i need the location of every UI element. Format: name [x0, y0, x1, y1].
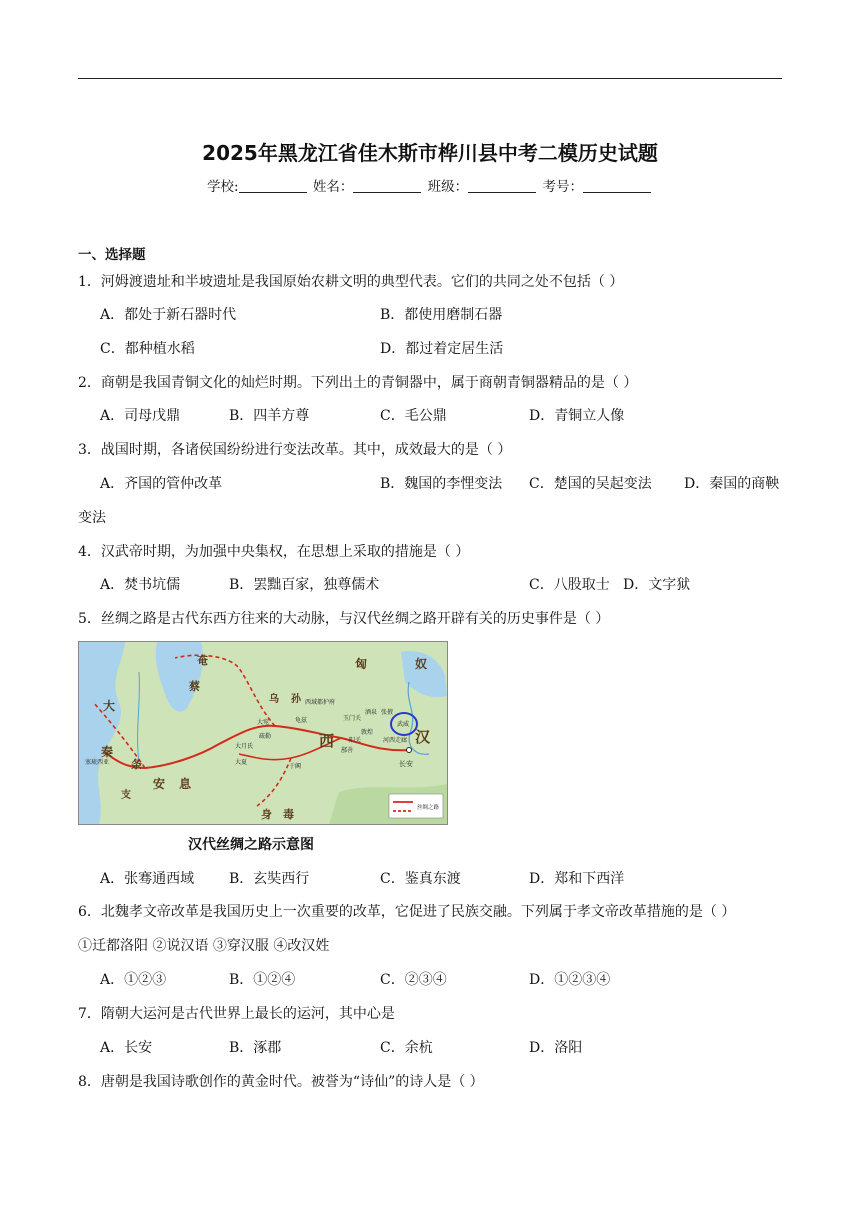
- label-changan: 长安: [399, 760, 413, 768]
- q7-option-b[interactable]: B．涿郡: [229, 1040, 282, 1056]
- q2-option-b[interactable]: B．四羊方尊: [229, 408, 310, 424]
- question-3-stem: 3．战国时期，各诸侯国纷纷进行变法改革。其中，成效最大的是（ ）: [78, 442, 512, 458]
- label-zhangye: 张掖: [381, 709, 394, 716]
- q1-option-c[interactable]: C．都种植水稻: [100, 341, 195, 357]
- q6-option-d[interactable]: D．①②③④: [529, 972, 611, 988]
- label-anxi-2: 息: [179, 777, 192, 791]
- exam-number-label: 考号：: [542, 179, 583, 195]
- label-sun: 孙: [291, 694, 301, 705]
- q6-option-b[interactable]: B．①②④: [229, 972, 296, 988]
- question-4-stem: 4．汉武帝时期，为加强中央集权，在思想上采取的措施是（ ）: [78, 544, 470, 560]
- question-5-stem: 5．丝绸之路是古代东西方往来的大动脉，与汉代丝绸之路开辟有关的历史事件是（ ）: [78, 611, 610, 627]
- q3-option-c[interactable]: C．楚国的吴起变法: [529, 476, 652, 492]
- label-yangguan: 阳关: [349, 737, 362, 744]
- q6-option-a[interactable]: A．①②③: [100, 972, 167, 988]
- label-yumen: 玉门关: [343, 715, 362, 722]
- exam-number-blank[interactable]: [583, 179, 651, 193]
- question-8-stem: 8．唐朝是我国诗歌创作的黄金时代。被誉为“诗仙”的诗人是（ ）: [78, 1074, 484, 1090]
- label-shule: 疏勒: [259, 733, 272, 740]
- q2-option-c[interactable]: C．毛公鼎: [380, 408, 447, 424]
- label-yutian: 于阗: [289, 763, 302, 770]
- q4-option-c[interactable]: C．八股取士: [529, 577, 610, 593]
- label-xiongnu-1: 匈: [355, 657, 368, 671]
- q4-option-b[interactable]: B．罢黜百家，独尊儒术: [229, 577, 380, 593]
- label-antioch: 塞琉西亚: [85, 759, 110, 766]
- question-7-stem: 7．隋朝大运河是古代世界上最长的运河，其中心是: [78, 1006, 395, 1022]
- school-blank[interactable]: [239, 179, 307, 193]
- q7-option-c[interactable]: C．余杭: [380, 1040, 433, 1056]
- q3-option-b[interactable]: B．魏国的李悝变法: [380, 476, 503, 492]
- q6-measures: ①迁都洛阳 ②说汉语 ③穿汉服 ④改汉姓: [78, 938, 330, 954]
- label-yan: 奄: [197, 654, 208, 667]
- label-anxi-1: 安: [153, 777, 166, 791]
- q5-option-a[interactable]: A．张骞通西域: [100, 871, 195, 887]
- label-jiuquan: 酒泉: [365, 709, 378, 716]
- q2-option-d[interactable]: D．青铜立人像: [529, 408, 625, 424]
- q7-option-a[interactable]: A．长安: [100, 1040, 153, 1056]
- label-daxia: 大夏: [235, 759, 248, 766]
- q7-option-d[interactable]: D．洛阳: [529, 1040, 583, 1056]
- map-caption: 汉代丝绸之路示意图: [188, 837, 314, 853]
- label-zhi: 支: [121, 790, 131, 801]
- q1-option-b[interactable]: B．都使用磨制石器: [380, 307, 503, 323]
- section-heading: 一、选择题: [78, 247, 146, 263]
- class-label: 班级：: [427, 179, 469, 195]
- q2-option-a[interactable]: A．司母戊鼎: [100, 408, 181, 424]
- q4-option-d[interactable]: D．文字狱: [623, 577, 691, 593]
- question-1-stem: 1．河姆渡遗址和半坡遗址是我国原始农耕文明的典型代表。它们的共同之处不包括（ ）: [78, 274, 624, 290]
- label-shanshan: 鄯善: [341, 747, 354, 754]
- label-dayuezhi: 大月氏: [235, 743, 254, 750]
- label-duhu: 西域都护府: [305, 699, 336, 706]
- school-label: 学校:: [207, 179, 239, 195]
- page-title: 2025年黑龙江省佳木斯市桦川县中考二模历史试题: [202, 141, 658, 165]
- q3-option-d-wrap: 变法: [78, 510, 106, 526]
- label-wu: 乌: [269, 694, 279, 705]
- q1-option-a[interactable]: A．都处于新石器时代: [100, 307, 237, 323]
- map-legend: [389, 794, 443, 818]
- student-info-row: [0, 175, 860, 195]
- label-wuwei: 武威: [397, 721, 410, 728]
- q4-option-a[interactable]: A．焚书坑儒: [100, 577, 181, 593]
- label-xi: 西: [319, 732, 335, 750]
- label-du: 毒: [283, 808, 294, 821]
- label-da: 大: [103, 699, 116, 713]
- name-blank[interactable]: [353, 179, 421, 193]
- legend-label: 丝绸之路: [417, 805, 440, 811]
- silk-road-map: [78, 641, 448, 825]
- label-dunhuang: 敦煌: [361, 729, 374, 736]
- q3-option-a[interactable]: A．齐国的管仲改革: [100, 476, 223, 492]
- label-qin: 秦: [101, 745, 114, 759]
- label-xiongnu-2: 奴: [415, 657, 428, 671]
- class-blank[interactable]: [468, 179, 536, 193]
- label-hexi: 河西走廊: [383, 737, 408, 744]
- question-2-stem: 2．商朝是我国青铜文化的灿烂时期。下列出土的青铜器中，属于商朝青铜器精品的是（ ）: [78, 375, 638, 391]
- q5-option-c[interactable]: C．鉴真东渡: [380, 871, 461, 887]
- q5-option-d[interactable]: D．郑和下西洋: [529, 871, 625, 887]
- header-rule: [78, 78, 782, 79]
- label-dayuan: 大宛: [257, 719, 270, 726]
- label-han: 汉: [415, 728, 431, 746]
- q6-option-c[interactable]: C．②③④: [380, 972, 447, 988]
- label-tiao: 条: [131, 758, 142, 771]
- q5-option-b[interactable]: B．玄奘西行: [229, 871, 310, 887]
- q1-option-d[interactable]: D．都过着定居生活: [380, 341, 504, 357]
- name-label: 姓名：: [312, 179, 354, 195]
- question-6-stem: 6．北魏孝文帝改革是我国历史上一次重要的改革，它促进了民族交融。下列属于孝文帝改革措施的是（ ）: [78, 904, 736, 920]
- q3-option-d[interactable]: D．秦国的商鞅: [684, 476, 780, 492]
- label-qiuci: 龟兹: [295, 717, 308, 724]
- label-shen: 身: [261, 808, 272, 821]
- changan-dot: [407, 748, 412, 753]
- label-cai: 蔡: [189, 680, 200, 693]
